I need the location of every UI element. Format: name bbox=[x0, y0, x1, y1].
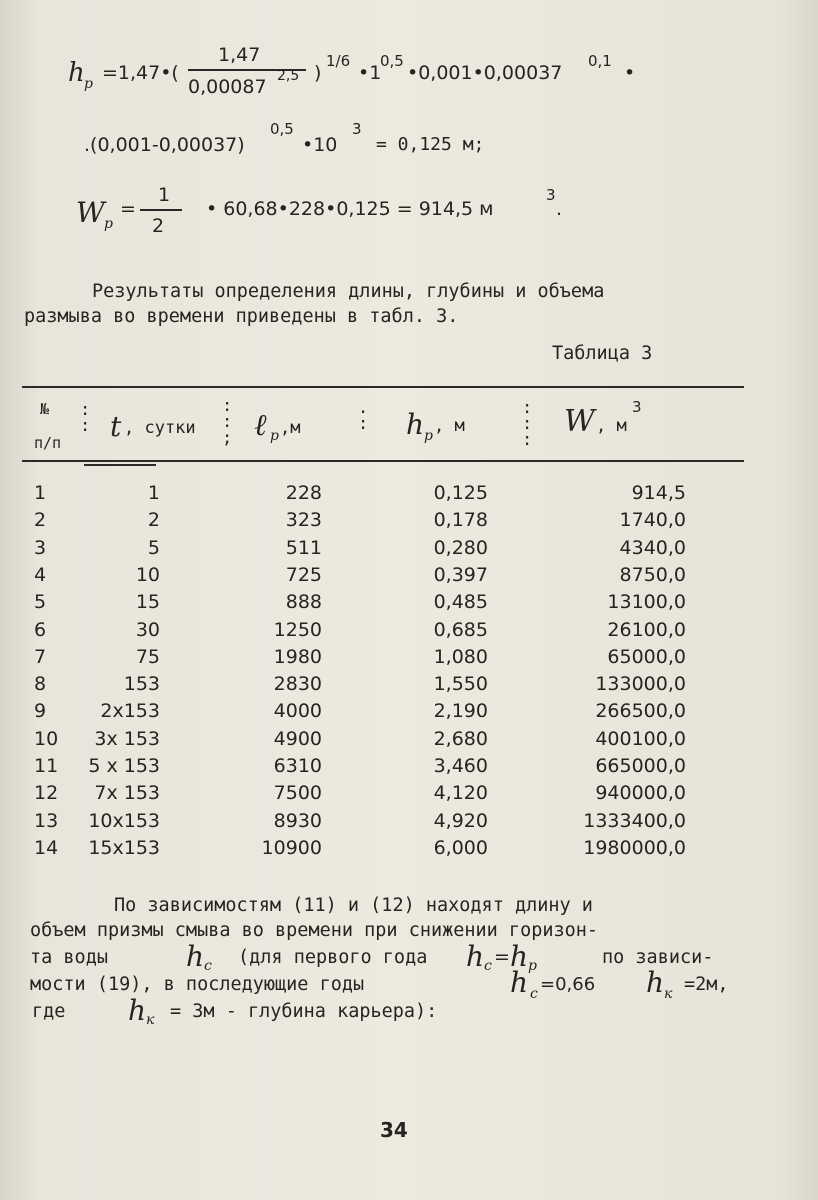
cell-time: 30 bbox=[135, 619, 160, 641]
formula1-lhs: h bbox=[68, 58, 85, 88]
cell-number: 14 bbox=[34, 837, 59, 859]
formula3-numerator: 1 bbox=[158, 184, 171, 206]
header-number-line2: п/п bbox=[34, 434, 62, 452]
cell-time: 3x 153 bbox=[94, 728, 160, 750]
outro-line4-a: мости (19), в последующие годы bbox=[30, 974, 365, 995]
formula1-exp2: 0,5 bbox=[380, 52, 404, 70]
outro-line5-hk: h bbox=[128, 994, 147, 1027]
header-h-unit: , м bbox=[434, 416, 465, 436]
cell-time: 10 bbox=[135, 564, 160, 586]
cell-number: 13 bbox=[34, 810, 59, 832]
cell-length: 1250 bbox=[273, 619, 322, 641]
formula1-close: ) bbox=[314, 62, 322, 84]
outro-line4-hc: h bbox=[510, 966, 529, 999]
header-w-unit: , м bbox=[596, 416, 627, 436]
cell-time: 5 x 153 bbox=[88, 755, 160, 777]
formula2-text-b: •10 bbox=[302, 134, 338, 156]
cell-time: 2 bbox=[147, 509, 160, 531]
formula2-exp2: 3 bbox=[352, 120, 362, 138]
cell-volume: 940000,0 bbox=[595, 782, 686, 804]
formula2-exp1: 0,5 bbox=[270, 120, 294, 138]
outro-line3-hp: h bbox=[510, 940, 529, 973]
outro-line4-b: =0,66 bbox=[540, 974, 596, 995]
header-l-unit: ,м bbox=[280, 418, 301, 438]
header-sep-3: . : bbox=[358, 398, 369, 434]
formula1-numerator: 1,47 bbox=[218, 44, 261, 66]
table-caption: Таблица 3 bbox=[552, 343, 653, 364]
formula3-eq: = bbox=[120, 198, 136, 220]
formula1-text-a: =1,47•( bbox=[102, 62, 179, 84]
cell-number: 3 bbox=[34, 537, 47, 559]
cell-time: 15 bbox=[135, 591, 160, 613]
cell-time: 75 bbox=[135, 646, 160, 668]
cell-number: 2 bbox=[34, 509, 47, 531]
cell-number: 11 bbox=[34, 755, 59, 777]
cell-number: 1 bbox=[34, 482, 47, 504]
cell-depth: 0,685 bbox=[433, 619, 488, 641]
cell-volume: 133000,0 bbox=[595, 673, 686, 695]
outro-line3-hp-sub: p bbox=[528, 958, 537, 974]
cell-volume: 4340,0 bbox=[619, 537, 686, 559]
intro-line-2: размыва во времени приведены в табл. 3. bbox=[24, 306, 459, 327]
formula3-exp: 3 bbox=[546, 186, 556, 204]
header-sep-2: : : ; bbox=[222, 396, 233, 448]
cell-depth: 4,920 bbox=[433, 810, 488, 832]
header-sep-1: : : bbox=[80, 400, 91, 436]
outro-line3-eq: = bbox=[494, 946, 510, 968]
formula1-text-c: •0,001•0,00037 bbox=[407, 62, 563, 84]
outro-line4-hc-sub: c bbox=[530, 986, 538, 1002]
cell-length: 4000 bbox=[273, 700, 322, 722]
cell-volume: 665000,0 bbox=[595, 755, 686, 777]
outro-line3-b: (для первого года bbox=[238, 947, 428, 968]
header-t-unit: , сутки bbox=[124, 418, 196, 438]
cell-number: 4 bbox=[34, 564, 47, 586]
table-top-rule bbox=[22, 386, 744, 388]
cell-time: 153 bbox=[123, 673, 160, 695]
cell-number: 10 bbox=[34, 728, 59, 750]
formula1-end: • bbox=[624, 62, 636, 84]
page-number: 34 bbox=[380, 1118, 408, 1142]
cell-number: 8 bbox=[34, 673, 47, 695]
cell-volume: 400100,0 bbox=[595, 728, 686, 750]
cell-time: 5 bbox=[147, 537, 160, 559]
header-number-line1: № bbox=[40, 400, 50, 418]
header-l-sub: p bbox=[270, 428, 279, 444]
outro-line5-b: = 3м - глубина карьера): bbox=[170, 1001, 438, 1022]
cell-length: 1980 bbox=[273, 646, 322, 668]
formula1-exp1: 1/6 bbox=[326, 52, 351, 70]
cell-length: 511 bbox=[285, 537, 322, 559]
cell-depth: 0,397 bbox=[433, 564, 488, 586]
formula2-text-a: .(0,001-0,00037) bbox=[84, 134, 245, 156]
outro-line3-hc-sub: c bbox=[204, 958, 212, 974]
cell-length: 323 bbox=[285, 509, 322, 531]
formula3-fraction-line bbox=[140, 209, 182, 211]
cell-volume: 1740,0 bbox=[619, 509, 686, 531]
outro-line5-hk-sub: к bbox=[146, 1012, 155, 1028]
cell-volume: 65000,0 bbox=[607, 646, 686, 668]
cell-volume: 914,5 bbox=[631, 482, 686, 504]
cell-time: 10x153 bbox=[88, 810, 160, 832]
formula1-exp3: 0,1 bbox=[588, 52, 612, 70]
header-l-symbol: ℓ bbox=[254, 408, 267, 443]
formula3-lhs-sub: p bbox=[104, 216, 113, 232]
cell-number: 6 bbox=[34, 619, 47, 641]
formula2-text-c: = 0,125 м; bbox=[376, 134, 485, 155]
cell-number: 9 bbox=[34, 700, 47, 722]
cell-depth: 3,460 bbox=[433, 755, 488, 777]
formula1-denominator: 0,00087 bbox=[188, 76, 267, 98]
cell-length: 2830 bbox=[273, 673, 322, 695]
outro-line3-hc: h bbox=[186, 940, 205, 973]
cell-depth: 0,178 bbox=[433, 509, 488, 531]
header-w-exp: 3 bbox=[632, 398, 642, 416]
cell-length: 7500 bbox=[273, 782, 322, 804]
cell-number: 7 bbox=[34, 646, 47, 668]
cell-time: 7x 153 bbox=[94, 782, 160, 804]
header-sep-4: : : : bbox=[522, 398, 533, 450]
cell-time: 15x153 bbox=[88, 837, 160, 859]
outro-line5-a: где bbox=[32, 1001, 66, 1022]
outro-line-2: объем призмы смыва во времени при снижении горизон- bbox=[30, 920, 599, 941]
cell-time: 2x153 bbox=[100, 700, 160, 722]
outro-line3-hc2: h bbox=[466, 940, 485, 973]
cell-length: 8930 bbox=[273, 810, 322, 832]
formula1-den-exp: 2,5 bbox=[277, 68, 300, 84]
cell-depth: 2,190 bbox=[433, 700, 488, 722]
cell-length: 725 bbox=[285, 564, 322, 586]
formula3-text: • 60,68•228•0,125 = 914,5 м bbox=[206, 198, 494, 220]
cell-length: 228 bbox=[285, 482, 322, 504]
cell-length: 4900 bbox=[273, 728, 322, 750]
cell-volume: 1333400,0 bbox=[583, 810, 686, 832]
formula1-lhs-sub: p bbox=[84, 76, 93, 92]
outro-line4-hk: h bbox=[646, 966, 665, 999]
cell-length: 10900 bbox=[261, 837, 322, 859]
cell-depth: 4,120 bbox=[433, 782, 488, 804]
cell-depth: 1,550 bbox=[433, 673, 488, 695]
cell-volume: 266500,0 bbox=[595, 700, 686, 722]
header-t-symbol: t bbox=[110, 410, 122, 443]
cell-volume: 26100,0 bbox=[607, 619, 686, 641]
table-header-underline bbox=[84, 464, 156, 466]
header-h-sub: p bbox=[424, 428, 433, 444]
cell-number: 12 bbox=[34, 782, 59, 804]
formula3-end: . bbox=[556, 198, 563, 220]
formula3-lhs: W bbox=[76, 196, 105, 229]
outro-line4-c: =2м, bbox=[684, 974, 729, 995]
cell-volume: 1980000,0 bbox=[583, 837, 686, 859]
cell-depth: 6,000 bbox=[433, 837, 488, 859]
intro-line-1: Результаты определения длины, глубины и объема bbox=[92, 281, 605, 302]
header-h-symbol: h bbox=[406, 408, 425, 441]
cell-depth: 2,680 bbox=[433, 728, 488, 750]
outro-line3-a: та воды bbox=[30, 947, 108, 968]
cell-number: 5 bbox=[34, 591, 47, 613]
cell-volume: 13100,0 bbox=[607, 591, 686, 613]
cell-length: 6310 bbox=[273, 755, 322, 777]
cell-depth: 0,125 bbox=[433, 482, 488, 504]
cell-length: 888 bbox=[285, 591, 322, 613]
table-header-rule bbox=[22, 460, 744, 462]
cell-volume: 8750,0 bbox=[619, 564, 686, 586]
formula3-denominator: 2 bbox=[152, 215, 165, 237]
cell-depth: 0,485 bbox=[433, 591, 488, 613]
outro-line3-c: по зависи- bbox=[602, 947, 714, 968]
outro-line4-hk-sub: к bbox=[664, 986, 673, 1002]
outro-line3-hc2-sub: c bbox=[484, 958, 492, 974]
cell-depth: 0,280 bbox=[433, 537, 488, 559]
formula1-text-b: •1 bbox=[358, 62, 382, 84]
header-w-symbol: W bbox=[564, 404, 595, 439]
outro-line-1: По зависимостям (11) и (12) находят длину и bbox=[114, 895, 593, 916]
cell-depth: 1,080 bbox=[433, 646, 488, 668]
cell-time: 1 bbox=[147, 482, 160, 504]
